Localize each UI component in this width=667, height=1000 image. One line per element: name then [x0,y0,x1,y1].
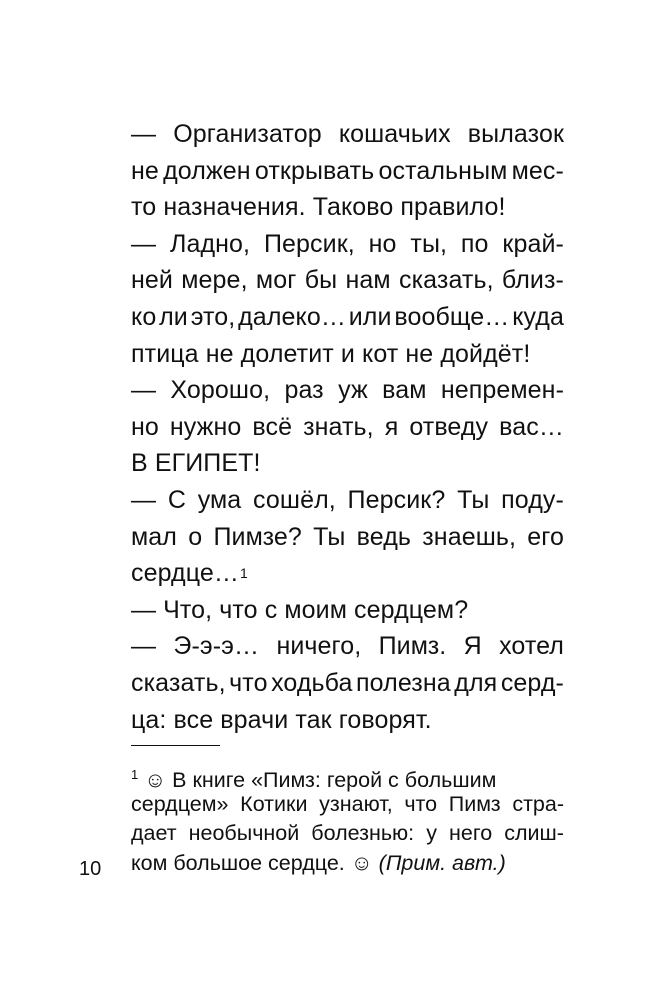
text-line: — Ладно, Персик, но ты, по край- [131,229,564,258]
text-line: мал о Пимзе? Ты ведь знаешь, его [131,522,564,551]
footnote-line: ком большое сердце. ☺ (Прим. авт.) [131,849,564,879]
text-line: но нужно всё знать, я отведу вас… [131,412,564,441]
main-text [131,116,564,738]
text-line: сердце… 1 [131,555,564,592]
text-line: ца: все врачи так говорят. [131,705,432,734]
author-note: (Прим. авт.) [378,850,506,875]
text-line: — Что, что с моим сердцем? [131,595,469,624]
text-line: — Организатор кошачьих вылазок [131,120,564,148]
text-line: ней мере, мог бы нам сказать, близ- [131,266,564,295]
text-line: то назначения. Таково правило! [131,193,506,222]
footnote-marker: 1 [131,767,139,782]
text-line: — Хорошо, раз уж вам непремен- [131,376,564,405]
text-line: не должен открывать остальным мес- [131,156,564,185]
text-line: В ЕГИПЕТ! [131,449,261,478]
footnote [131,760,564,878]
text-line: птица не долетит и кот не дойдёт! [131,339,531,368]
footnote-line: дает необычной болезнью: у него слиш- [131,821,564,845]
footnote-divider [131,745,220,746]
footnote-reference[interactable]: 1 [239,565,248,582]
footnote-line: $^1$ ☺ В книге «Пимз: герой с большим [131,767,497,792]
text-line: сказать, что ходьба полезна для серд- [131,668,564,697]
text-line: — Э-э-э… ничего, Пимз. Я хотел [131,632,564,661]
text-line: ко ли это, далеко… или вообще… куда [131,302,564,331]
text-line: — С ума сошёл, Персик? Ты поду- [131,485,564,514]
footnote-line: сердцем» Котики узнают, что Пимз стра- [131,791,564,816]
page-number: 10 [79,858,102,880]
